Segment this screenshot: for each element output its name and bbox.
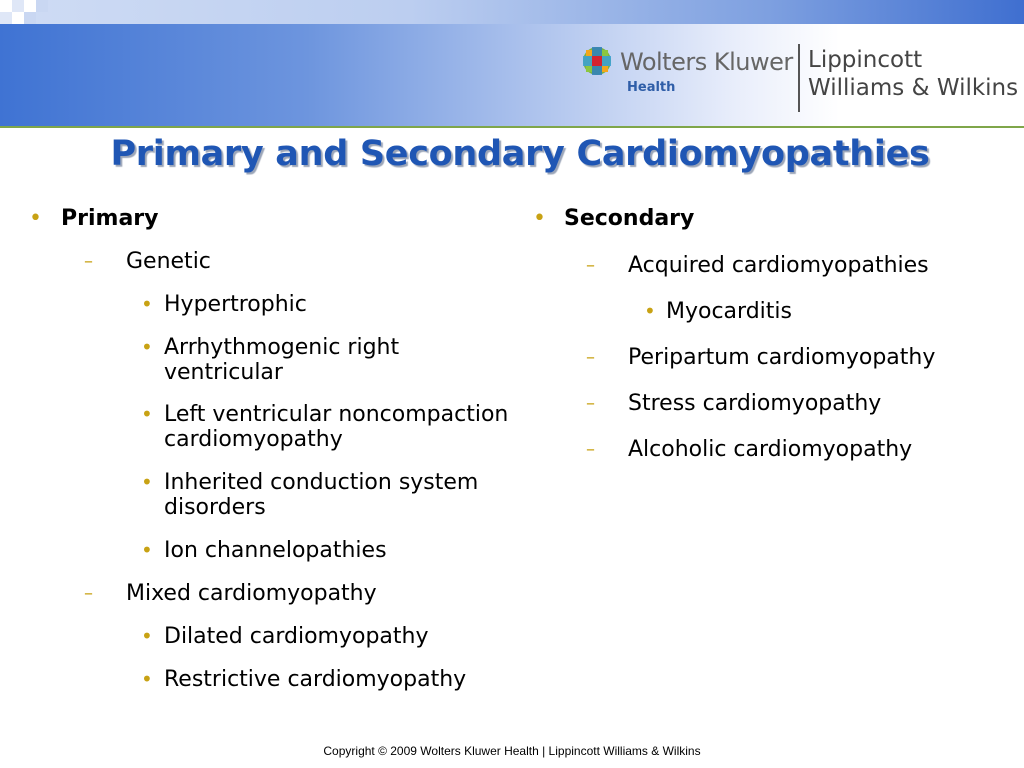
list-item: Myocarditis: [666, 299, 792, 324]
bullet-dash: –: [586, 347, 595, 368]
group-label: Genetic: [126, 249, 211, 274]
bullet-dot: •: [141, 335, 153, 359]
bullet-dash: –: [586, 439, 595, 460]
logo-division-name: Health: [627, 80, 676, 95]
list-item-continuation: ventricular: [164, 360, 283, 385]
bullet-dot: •: [141, 292, 153, 316]
list-item: Dilated cardiomyopathy: [164, 624, 429, 649]
bullet-dot: •: [141, 538, 153, 562]
bullet-dot: •: [141, 624, 153, 648]
decor-square: [0, 0, 12, 12]
list-item-continuation: cardiomyopathy: [164, 427, 343, 452]
secondary-heading: Secondary: [564, 206, 695, 231]
logo-imprint: [808, 46, 1018, 102]
logo-imprint-line2: Williams & Wilkins: [808, 75, 1019, 101]
copyright-footer: Copyright © 2009 Wolters Kluwer Health | Lippincott Williams & Wilkins: [323, 744, 701, 758]
list-item: Left ventricular noncompaction: [164, 402, 509, 427]
bullet-dash: –: [586, 255, 595, 276]
decor-square: [24, 0, 36, 12]
bullet-dash: –: [84, 251, 93, 272]
primary-heading: Primary: [61, 206, 159, 231]
bullet-dot: •: [29, 206, 42, 231]
logo-divider: [798, 44, 800, 112]
group-label: Alcoholic cardiomyopathy: [628, 437, 913, 462]
decor-square: [36, 0, 48, 12]
header-top-stripe: [0, 0, 1024, 24]
list-item: Inherited conduction system: [164, 470, 479, 495]
list-item: Ion channelopathies: [164, 538, 387, 563]
group-label: Peripartum cardiomyopathy: [628, 345, 936, 370]
decor-square: [0, 12, 12, 24]
group-label: Mixed cardiomyopathy: [126, 581, 377, 606]
group-label: Acquired cardiomyopathies: [628, 253, 929, 278]
publisher-logo: [580, 42, 1020, 114]
logo-company-name: Wolters Kluwer: [620, 48, 793, 76]
list-item: Restrictive cardiomyopathy: [164, 667, 467, 692]
list-item: Arrhythmogenic right: [164, 335, 400, 360]
decor-square: [12, 0, 24, 12]
list-item: Hypertrophic: [164, 292, 307, 317]
header-banner: [0, 0, 1024, 127]
logo-imprint-line1: Lippincott: [808, 47, 923, 73]
decor-square: [24, 12, 36, 24]
bullet-dash: –: [84, 583, 93, 604]
decor-square: [12, 12, 24, 24]
slide-title: Primary and Secondary Cardiomyopathies: [110, 134, 930, 174]
bullet-dot: •: [141, 667, 153, 691]
list-item-continuation: disorders: [164, 495, 266, 520]
header-divider-rule: [0, 126, 1024, 128]
wolters-kluwer-logo-icon: [582, 46, 612, 76]
bullet-dash: –: [586, 393, 595, 414]
bullet-dot: •: [141, 402, 153, 426]
group-label: Stress cardiomyopathy: [628, 391, 882, 416]
bullet-dot: •: [644, 299, 656, 323]
bullet-dot: •: [141, 470, 153, 494]
bullet-dot: •: [533, 206, 546, 231]
